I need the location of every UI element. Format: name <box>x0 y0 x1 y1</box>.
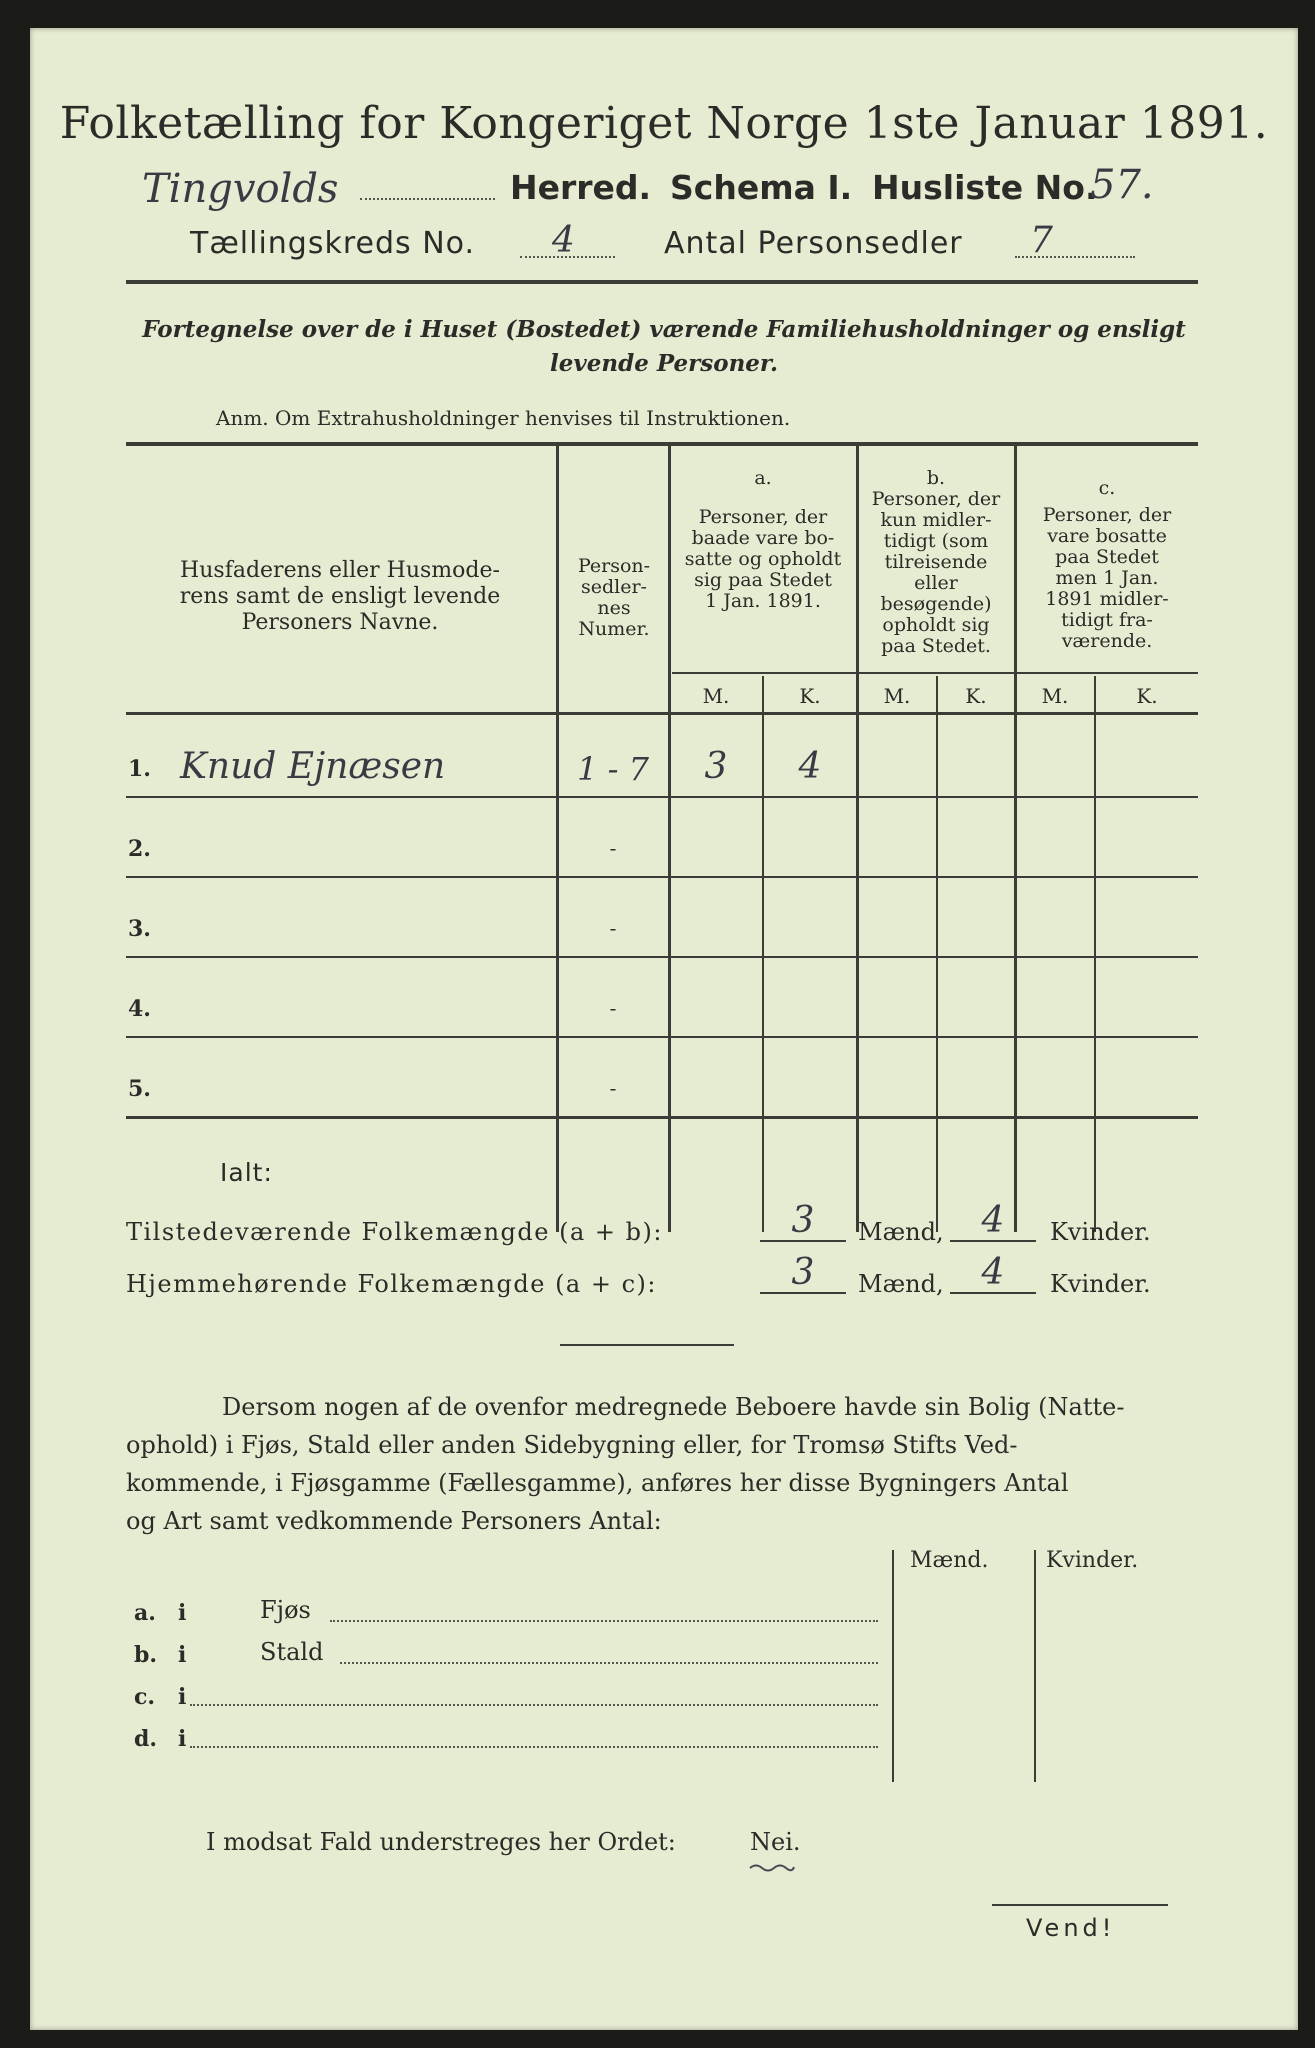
nei-word: Nei. <box>750 1828 801 1856</box>
nei-underline <box>748 1862 796 1872</box>
b-k-label: K. <box>965 684 987 708</box>
tilstede-label: Tilstedeværende Folkemængde (a + b): <box>126 1218 663 1246</box>
col-num-header: Person- sedler- nes Numer. <box>577 555 651 640</box>
kreds-label: Tællingskreds No. <box>190 226 475 261</box>
b-m-label: M. <box>883 684 911 708</box>
hjemme-kvinder-label: Kvinder. <box>1050 1270 1151 1298</box>
col-c-header: c. Personer, der vare bosatte paa Stedet men 1 Jan. 1891 midler- tidigt fra- værende. <box>1042 477 1172 652</box>
c-k-label: K. <box>1136 684 1158 708</box>
ialt-label: Ialt: <box>220 1158 273 1187</box>
census-form-page: Folketælling for Kongeriget Norge 1ste Januar 1891. Tingvolds Herred. Schema I. Husliste No. 57. Tællingskreds No. 4 Antal Personsedler 7 Fortegnelse over de i Huset (Bostedet) værende Familiehusholdninger og ensligt levende Personer. Anm. Om Extrahusholdninger henvises til Instruktionen. Husfaderens eller Husmode- rens samt de ensligt levende Personers Navne. Person- sedler- nes Numer. a. Personer, der baade vare bo- satte og opholdt sig paa Stedet 1 Jan. 1891. b. Personer, der kun midler- tidigt (som tilreisende eller besøgende) opholdt sig paa Stedet. c. Personer, der vare bosatte paa Stedet men 1 Jan. 1891 midler- tidigt fra- værende. M. K. M. K. M. K. 1. Knud Ejnæsen 1 - 7 3 4 2. - 3. - 4. - 5. - Ialt: Tilstedeværende Folkemængde (a + b): 3 Mænd, 4 Kvinder. Hjemmehørende Folkemængde (a + c): 3 Mænd, 4 Kvinder. Dersom nogen af de ovenfor medregnede Beboere havde sin Bolig (Natte- ophold) i Fjøs, Stald eller anden Sidebygning eller, for Tromsø Stifts Ved- kommende, i Fjøsgamme (Fællesgamme), anføres her disse Bygningers Antal og Art samt vedkommende Personers Antal: Mænd. Kvinder. a. i Fjøs b. i Stald c. i d. i I modsat Fald understreges her Ordet: Nei. Vend! <box>30 28 1298 2030</box>
vend-label: Vend! <box>1026 1914 1116 1942</box>
divider <box>560 1344 734 1346</box>
husliste-value: 57. <box>1090 162 1154 208</box>
tilstede-kvinder-label: Kvinder. <box>1050 1218 1151 1246</box>
nei-prefix: I modsat Fald understreges her Ordet: <box>206 1828 676 1856</box>
c-m-label: M. <box>1041 684 1069 708</box>
husliste-label: Husliste No. <box>872 168 1098 207</box>
schema-label: Schema I. <box>670 168 853 207</box>
antal-value: 7 <box>1030 220 1053 261</box>
hjemme-label: Hjemmehørende Folkemængde (a + c): <box>126 1270 657 1298</box>
maend-column-header: Mænd. <box>910 1548 989 1573</box>
anm-note: Anm. Om Extrahusholdninger henvises til Instruktionen. <box>216 406 791 430</box>
intro-line-1: Fortegnelse over de i Huset (Bostedet) værende Familiehusholdninger og ensligt <box>142 316 1186 343</box>
tilstede-maend-value: 3 <box>791 1200 815 1241</box>
tilstede-maend-label: Mænd, <box>858 1218 944 1246</box>
hjemme-kvinder-value: 4 <box>981 1252 1005 1293</box>
antal-label: Antal Personsedler <box>664 226 963 261</box>
buildings-paragraph: Dersom nogen af de ovenfor medregnede Beboere havde sin Bolig (Natte- ophold) i Fjøs, Stald eller anden Sidebygning eller, for Tromsø Stifts Ved- kommende, i Fjøsgamme (Fællesgamme), anføres her disse Bygningers Antal og Art samt vedkommende Personers Antal: <box>126 1393 1125 1535</box>
kvinder-column-header: Kvinder. <box>1046 1548 1139 1573</box>
tilstede-kvinder-value: 4 <box>981 1200 1005 1241</box>
kreds-value: 4 <box>552 220 575 261</box>
col-name-header: Husfaderens eller Husmode- rens samt de ensligt levende Personers Navne. <box>179 558 501 635</box>
a-k-label: K. <box>799 684 821 708</box>
hjemme-maend-label: Mænd, <box>858 1270 944 1298</box>
intro-line-2: levende Personer. <box>550 350 778 377</box>
herred-value: Tingvolds <box>142 166 339 212</box>
col-b-header: b. Personer, der kun midler- tidigt (som tilreisende eller besøgende) opholdt sig paa Stedet. <box>871 467 1001 657</box>
form-title: Folketælling for Kongeriget Norge 1ste Januar 1891. <box>59 98 1269 149</box>
hjemme-maend-value: 3 <box>791 1252 815 1293</box>
col-a-header: a. Personer, der baade vare bo- satte og opholdt sig paa Stedet 1 Jan. 1891. <box>684 467 842 612</box>
a-m-label: M. <box>702 684 730 708</box>
herred-label: Herred. <box>510 168 652 207</box>
